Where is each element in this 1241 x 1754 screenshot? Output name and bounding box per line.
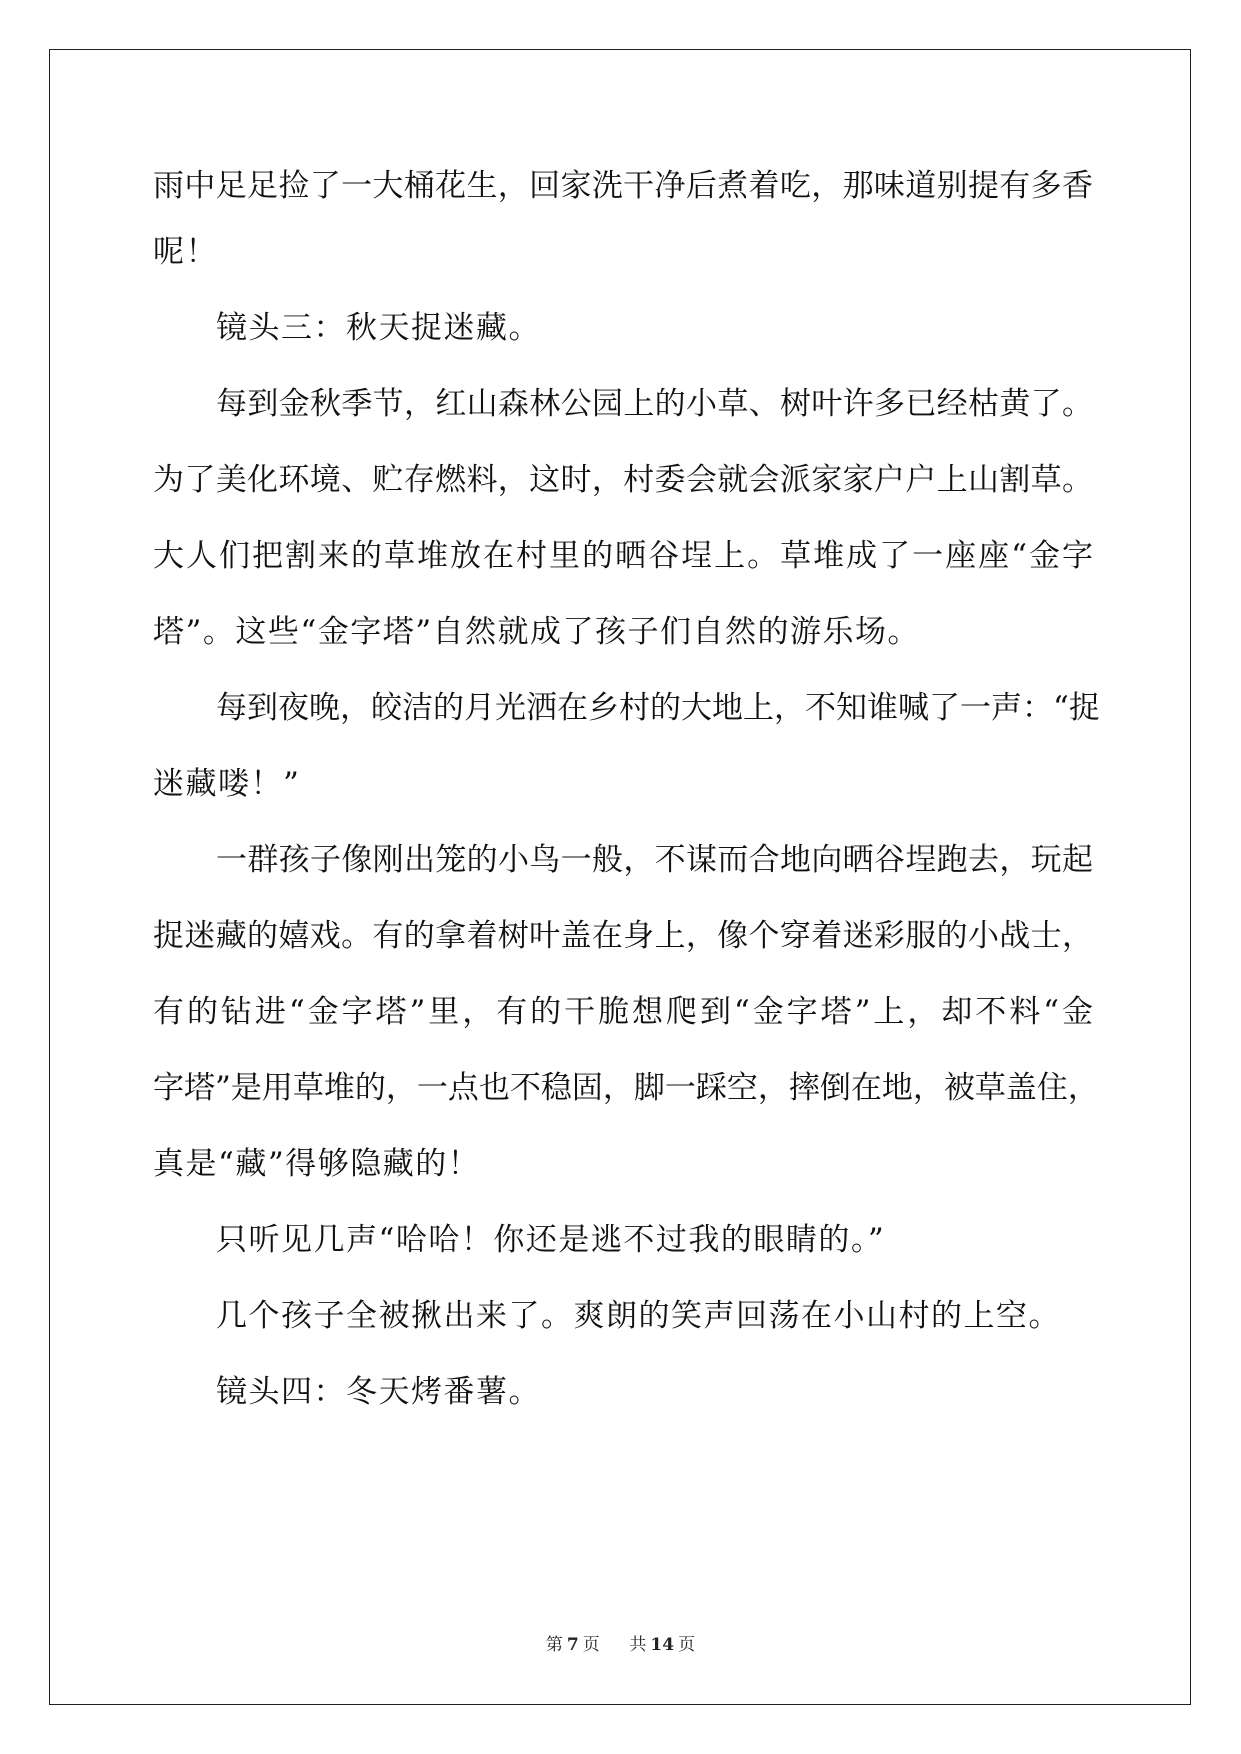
- text-line: 捉迷藏的嬉戏。有的拿着树叶盖在身上，像个穿着迷彩服的小战士，: [153, 918, 1093, 954]
- section-heading: 镜头三：秋天捉迷藏。: [216, 310, 541, 346]
- text-line: 每到金秋季节，红山森林公园上的小草、树叶许多已经枯黄了。: [216, 386, 1093, 422]
- section-heading: 镜头四：冬天烤番薯。: [216, 1374, 541, 1410]
- page-footer: [0, 1630, 1241, 1655]
- text-line: 雨中足足捡了一大桶花生，回家洗干净后煮着吃，那味道别提有多香: [153, 168, 1093, 204]
- text-line: 真是“藏”得够隐藏的！: [153, 1146, 481, 1182]
- text-line: 有的钻进“金字塔”里，有的干脆想爬到“金字塔”上，却不料“金: [153, 994, 1093, 1030]
- page-number: 第 7 页: [545, 1635, 600, 1655]
- text-line: 只听见几声“哈哈！你还是逃不过我的眼睛的。”: [216, 1222, 886, 1258]
- text-line: 字塔”是用草堆的，一点也不稳固，脚一踩空，摔倒在地，被草盖住，: [153, 1070, 1099, 1106]
- text-line: 一群孩子像刚出笼的小鸟一般，不谋而合地向晒谷埕跑去，玩起: [216, 842, 1093, 878]
- text-line: 大人们把割来的草堆放在村里的晒谷埕上。草堆成了一座座“金字: [153, 538, 1093, 574]
- text-line: 为了美化环境、贮存燃料，这时，村委会就会派家家户户上山割草。: [153, 462, 1093, 498]
- text-line: 每到夜晚，皎洁的月光洒在乡村的大地上，不知谁喊了一声：“捉: [216, 690, 1100, 726]
- text-line: 呢！: [153, 234, 218, 270]
- text-line: 塔”。这些“金字塔”自然就成了孩子们自然的游乐场。: [153, 614, 921, 650]
- text-line: 迷藏喽！”: [153, 766, 301, 802]
- text-line: 几个孩子全被揪出来了。爽朗的笑声回荡在小山村的上空。: [216, 1298, 1061, 1334]
- page-total: 共 14 页: [629, 1635, 696, 1655]
